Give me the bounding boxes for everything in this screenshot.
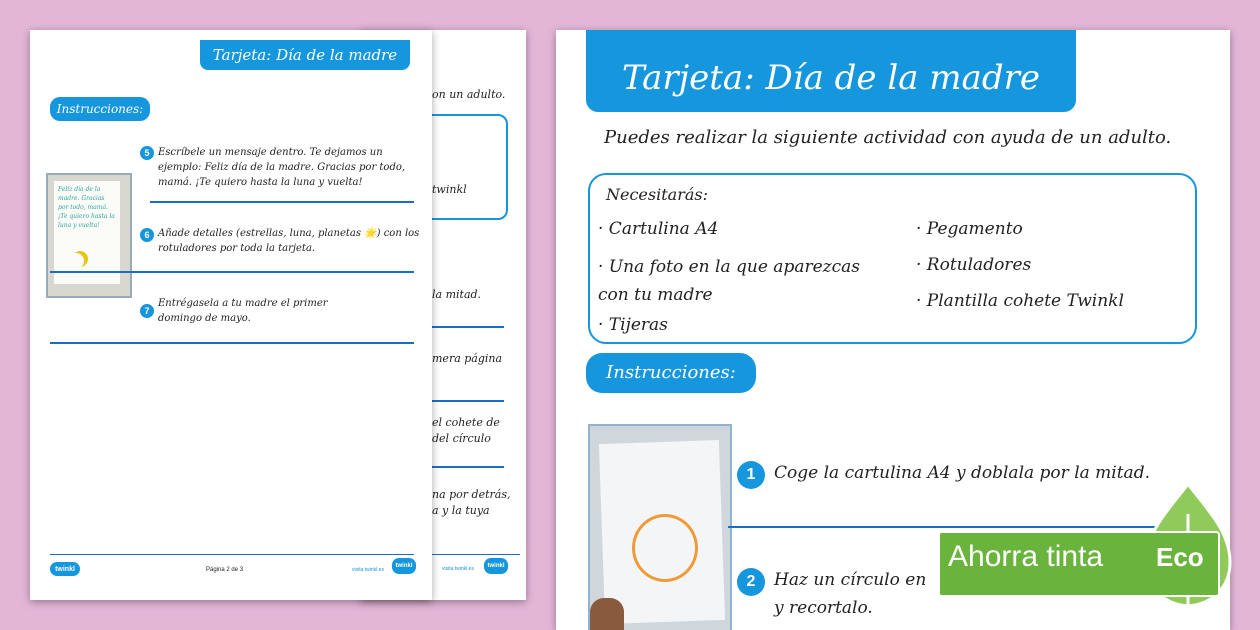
back-snippet: el cohete de xyxy=(432,416,500,429)
back-snippet: del círculo xyxy=(432,432,491,445)
step-photo xyxy=(588,424,732,630)
needs-item: · Tijeras xyxy=(598,315,668,335)
back-snippet: on un adulto. xyxy=(432,88,506,101)
step-divider xyxy=(50,342,414,344)
eco-word: Eco xyxy=(1156,542,1204,572)
card-photo xyxy=(46,173,132,298)
back-footer-badge: twinkl xyxy=(484,558,508,574)
page-title: Tarjeta: Día de la madre xyxy=(200,40,410,70)
step-number: 7 xyxy=(140,304,154,318)
instructions-label: Instrucciones: xyxy=(586,353,756,393)
step-text: y recortalo. xyxy=(774,598,873,618)
back-snippet: mera página xyxy=(432,352,503,365)
right-page-title: Tarjeta: Día de la madre xyxy=(586,30,1076,112)
instructions-label: Instrucciones: xyxy=(50,97,150,121)
needs-item: · Una foto en la que aparezcas con tu madre xyxy=(598,257,860,305)
footer-site: visita twinkl.es xyxy=(352,567,384,573)
needs-item: · Pegamento xyxy=(916,219,1023,239)
needs-box xyxy=(588,173,1197,344)
step-text: Entrégasela a tu madre el primer domingo de mayo. xyxy=(158,298,328,324)
step-text: Añade detalles (estrellas, luna, planetas 🌟) con los rotuladores por toda la tarjeta. xyxy=(158,228,420,254)
step-number: 6 xyxy=(140,228,154,242)
moon-icon xyxy=(68,253,84,269)
hand-shape xyxy=(590,598,624,630)
step-text: Haz un círculo en xyxy=(774,570,927,590)
circle-cutout xyxy=(632,514,698,582)
step-divider xyxy=(150,201,414,203)
step-number: 2 xyxy=(737,568,765,596)
step-number: 5 xyxy=(140,146,154,160)
footer-page: Página 2 de 3 xyxy=(206,567,244,573)
needs-item: · Plantilla cohete Twinkl xyxy=(916,291,1124,311)
intro-text: Puedes realizar la siguiente actividad con ayuda de un adulto. xyxy=(604,127,1172,148)
back-snippet: twinkl xyxy=(432,183,467,196)
back-snippet: a y la tuya xyxy=(432,504,490,517)
back-snippet: na por detrás, xyxy=(432,488,511,501)
eco-badge xyxy=(936,484,1260,630)
card-paper xyxy=(54,181,120,284)
needs-item: · Cartulina A4 xyxy=(598,219,719,239)
left-front-page xyxy=(30,30,432,600)
back-snippet: la mitad. xyxy=(432,288,482,301)
needs-label: Necesitarás: xyxy=(606,185,708,204)
footer-logo: twinkl xyxy=(50,562,80,576)
card-photo-text: Feliz día de la madre. Gracias por todo, mamá. ¡Te quiero hasta la luna y vuelta! xyxy=(58,186,115,229)
footer-badge: twinkl xyxy=(392,558,416,574)
footer-line xyxy=(50,554,414,555)
needs-item: · Rotuladores xyxy=(916,255,1032,275)
step-divider xyxy=(50,271,414,273)
step-text: Escríbele un mensaje dentro. Te dejamos un ejemplo: Feliz día de la madre. Gracias por todo, mamá. ¡Te quiero hasta la luna y vuelta! xyxy=(158,147,406,188)
step-text: Coge la cartulina A4 y doblala por la mitad. xyxy=(774,463,1150,483)
back-footer-site: visita twinkl.es xyxy=(442,566,474,572)
step-number: 1 xyxy=(737,461,765,489)
eco-label: Ahorra tinta xyxy=(948,540,1104,573)
